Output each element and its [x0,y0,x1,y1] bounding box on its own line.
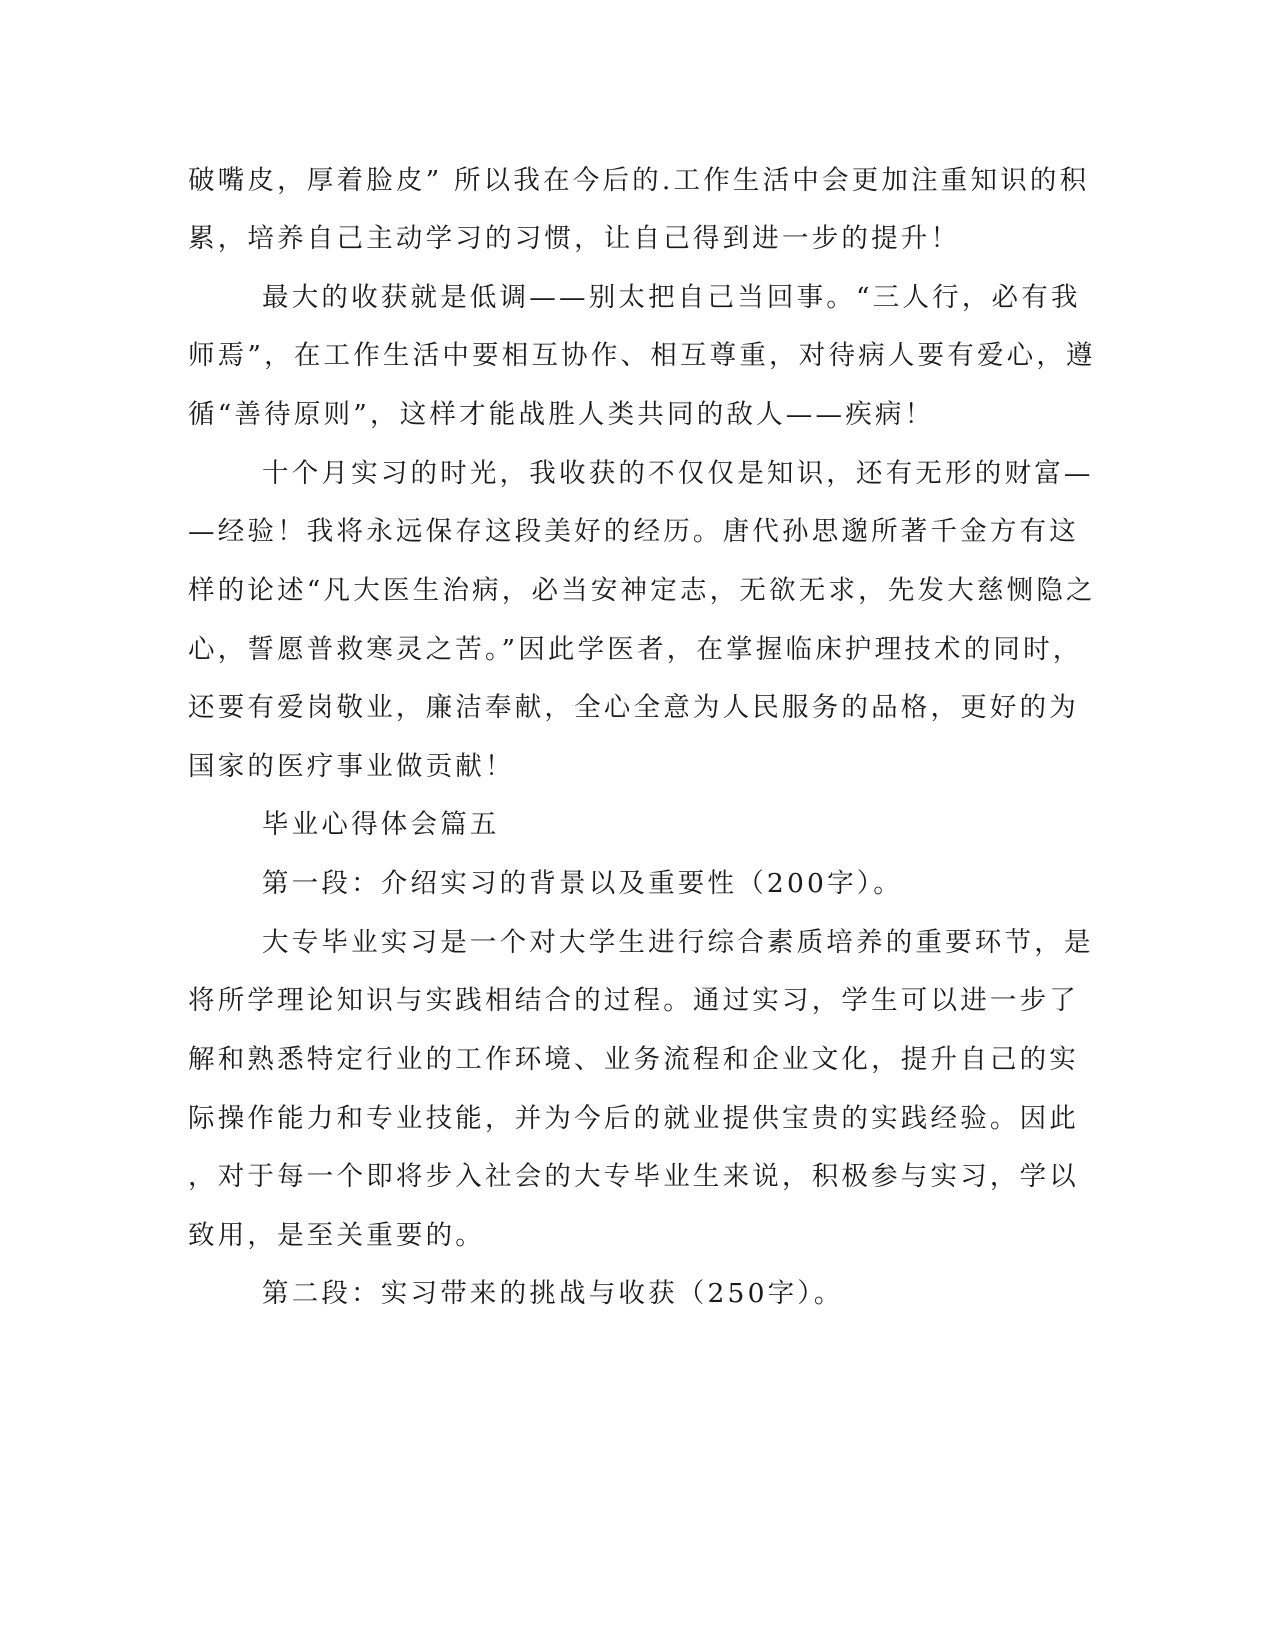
text-line: 师焉”，在工作生活中要相互协作、相互尊重，对待病人要有爱心，遵 [188,340,1096,371]
paragraph-start: 十个月实习的时光，我收获的不仅仅是知识，还有无形的财富— [262,458,1094,489]
subsection-heading: 第一段：介绍实习的背景以及重要性（200字）。 [262,868,903,899]
text-line: 国家的医疗事业做贡献！ [188,751,515,782]
paragraph-start: 最大的收获就是低调——别太把自己当回事。“三人行，必有我 [262,282,1081,313]
section-heading: 毕业心得体会篇五 [262,809,500,840]
text-line: 样的论述“凡大医生治病，必当安神定志，无欲无求，先发大慈恻隐之 [188,575,1096,606]
subsection-heading: 第二段：实习带来的挑战与收获（250字）。 [262,1278,844,1309]
paragraph-start: 大专毕业实习是一个对大学生进行综合素质培养的重要环节，是 [262,927,1094,958]
text-line: 解和熟悉特定行业的工作环境、业务流程和企业文化，提升自己的实 [188,1044,1079,1075]
text-line: 心，誓愿普救寒灵之苦。”因此学医者，在掌握临床护理技术的同时， [188,634,1083,665]
text-line: 将所学理论知识与实践相结合的过程。通过实习，学生可以进一步了 [188,985,1079,1016]
text-line: 还要有爱岗敬业，廉洁奉献，全心全意为人民服务的品格，更好的为 [188,692,1079,723]
text-line: 循“善待原则”，这样才能战胜人类共同的敌人——疾病！ [188,399,935,430]
text-line: 累，培养自己主动学习的习惯，让自己得到进一步的提升！ [188,223,961,254]
text-line: —经验！我将永远保存这段美好的经历。唐代孙思邈所著千金方有这 [188,516,1079,547]
text-line: ，对于每一个即将步入社会的大专毕业生来说，积极参与实习，学以 [188,1161,1079,1192]
text-line: 破嘴皮，厚着脸皮” 所以我在今后的.工作生活中会更加注重知识的积 [188,165,1090,196]
text-line: 际操作能力和专业技能，并为今后的就业提供宝贵的实践经验。因此 [188,1103,1079,1134]
text-line: 致用，是至关重要的。 [188,1220,485,1251]
